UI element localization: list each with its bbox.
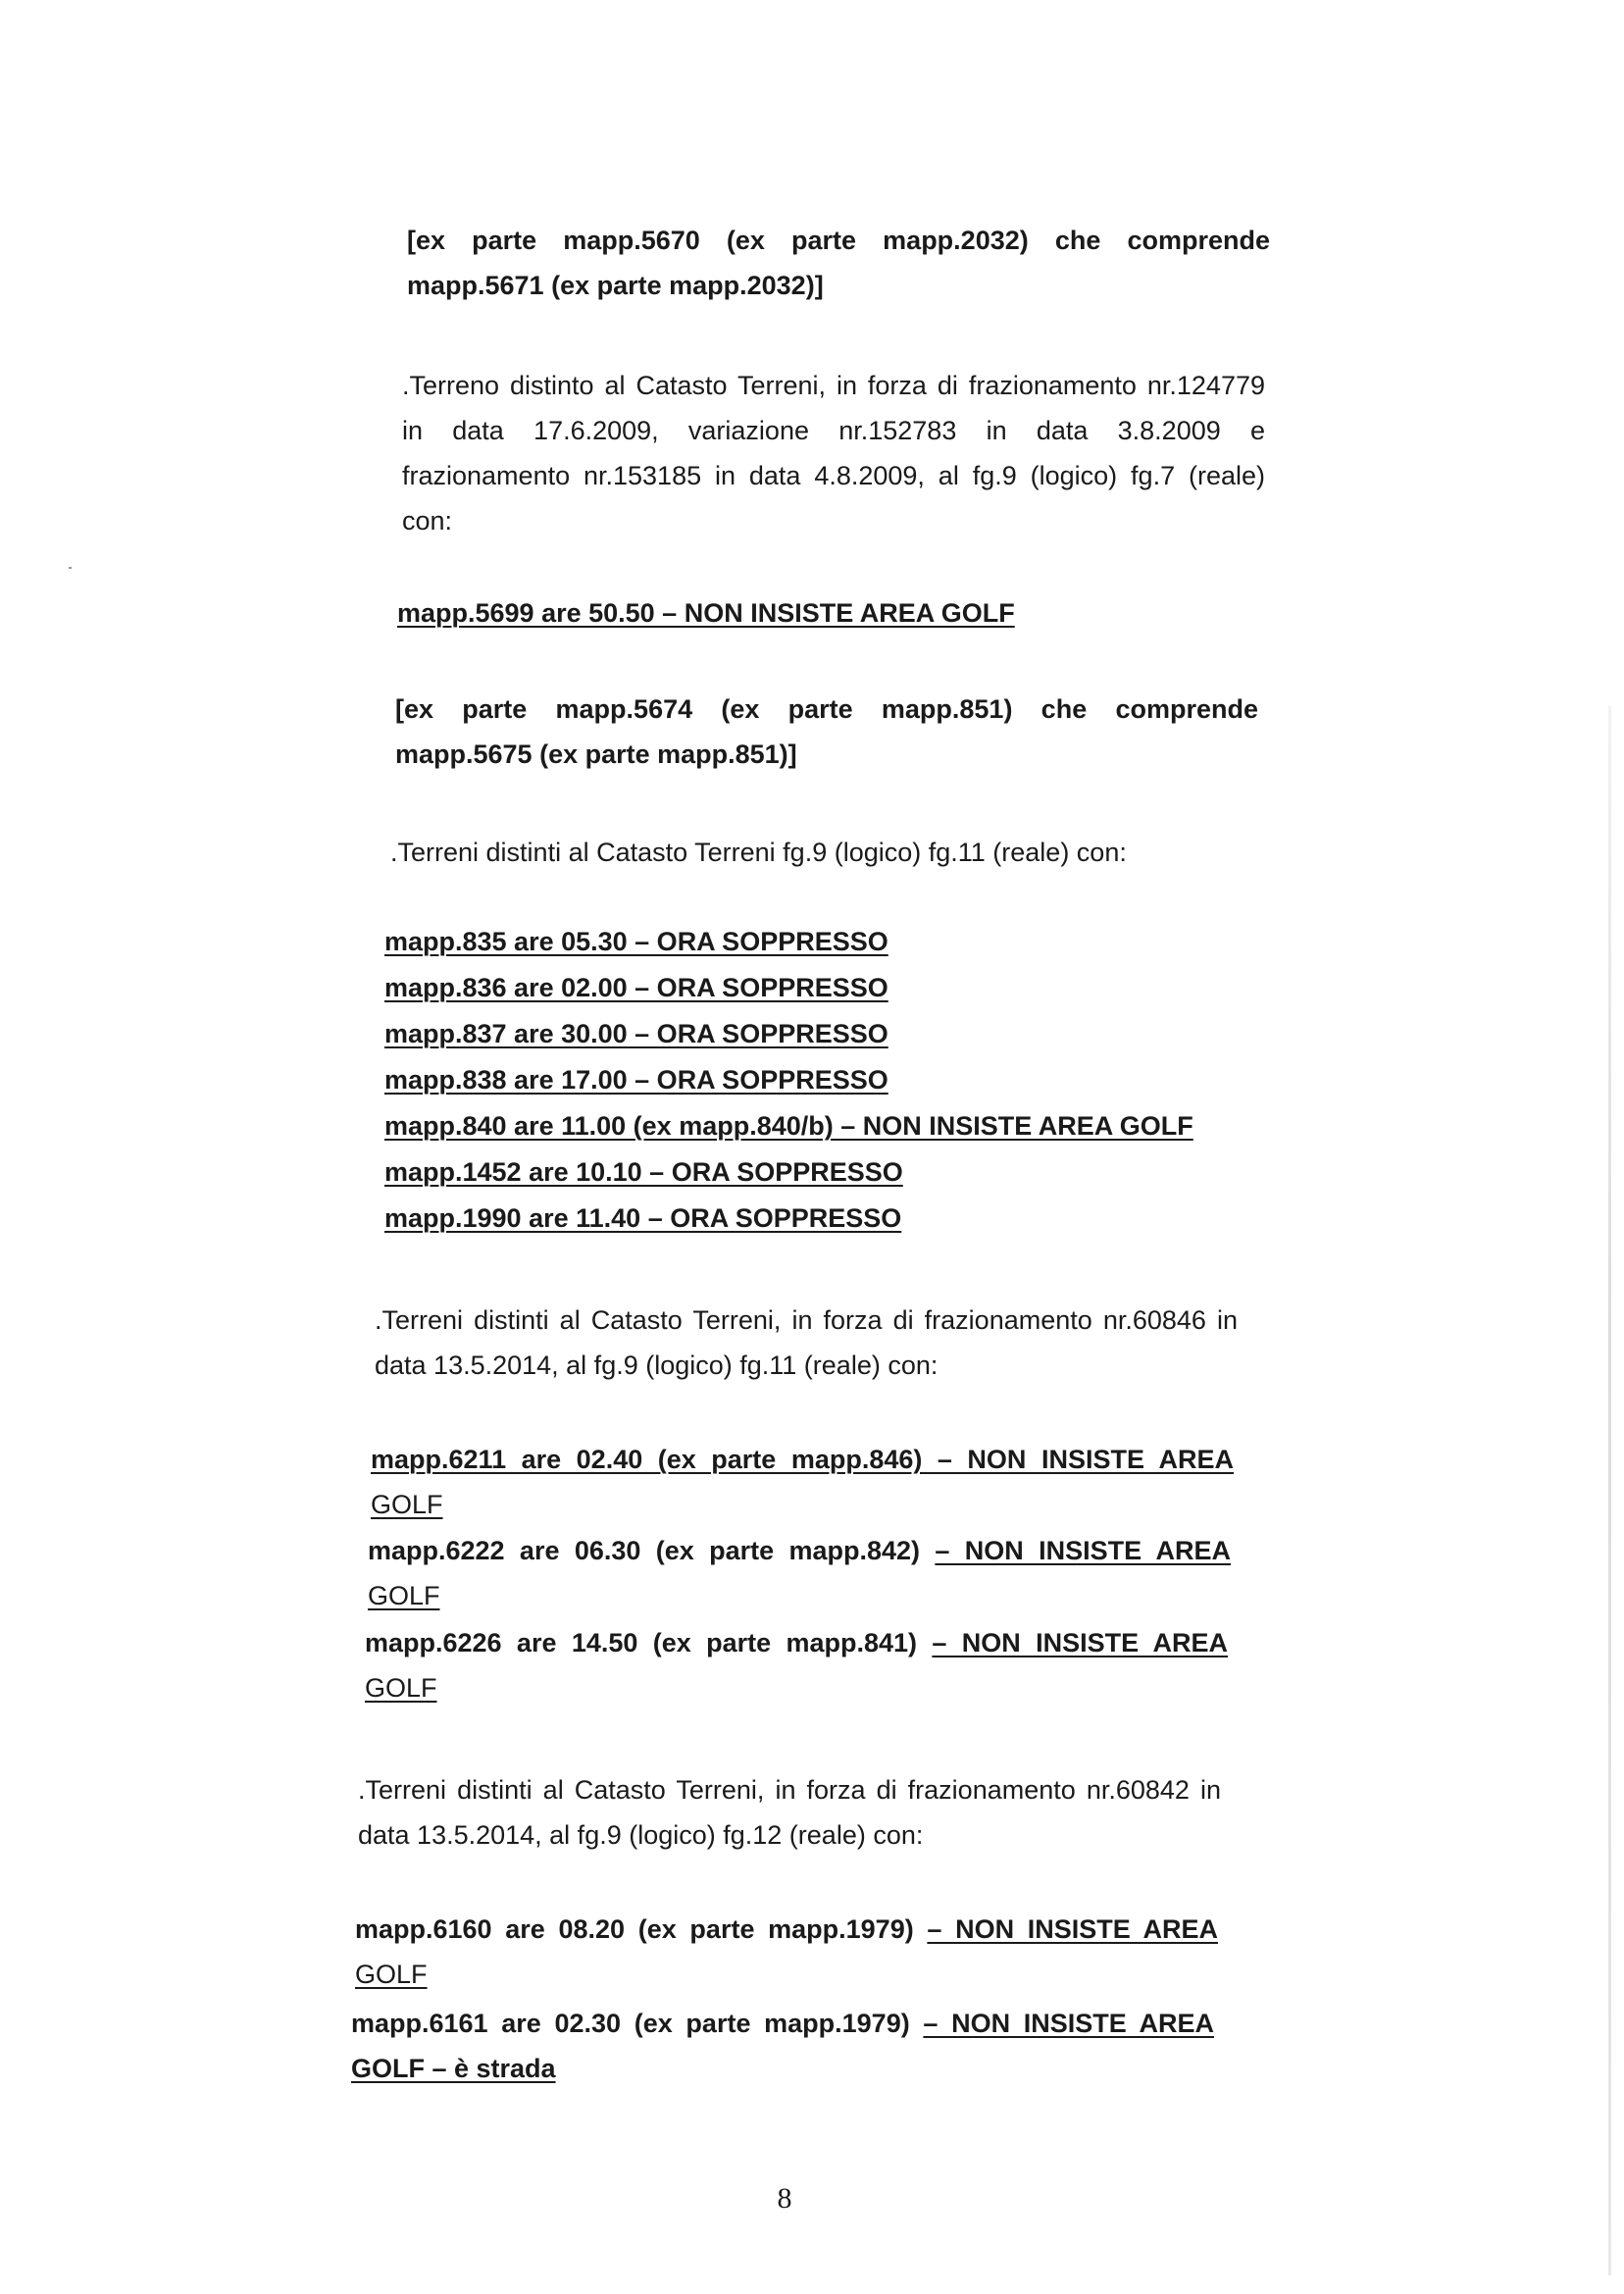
scan-speck xyxy=(69,567,72,569)
scan-edge-shadow xyxy=(1608,706,1611,2275)
entry-6226 xyxy=(365,1620,1247,1710)
entry-6222-main: mapp.6222 are 06.30 (ex parte mapp.842) xyxy=(368,1536,921,1565)
paragraph-fg11 xyxy=(390,830,1273,875)
entry-6222-tail: – NON INSISTE AREA xyxy=(935,1536,1231,1565)
entry-6161-tail: – NON INSISTE AREA xyxy=(923,2009,1214,2038)
paragraph-1-line3: frazionamento nr.153185 in data 4.8.2009, al fg.9 (logico) fg.7 (reale) xyxy=(402,461,1265,490)
entry-6222-cont: GOLF xyxy=(368,1581,440,1610)
paragraph-1-line1: .Terreno distinto al Catasto Terreni, in forza di frazionamento nr.124779 xyxy=(402,371,1265,400)
heading-5670-line1: [ex parte mapp.5670 (ex parte mapp.2032) che comprende xyxy=(407,226,1270,255)
heading-block-5674 xyxy=(395,687,1278,777)
paragraph-3-line1: .Terreni distinti al Catasto Terreni, in forza di frazionamento nr.60846 in xyxy=(375,1305,1238,1335)
entry-6161-line xyxy=(351,2001,1214,2046)
entry-6160-cont: GOLF xyxy=(355,1960,428,1989)
entry-6211-main: mapp.6211 are 02.40 (ex parte mapp.846) – NON INSISTE AREA xyxy=(371,1445,1234,1474)
entry-6211-cont: GOLF xyxy=(371,1490,443,1519)
paragraph-4-line2: data 13.5.2014, al fg.9 (logico) fg.12 (reale) con: xyxy=(358,1820,924,1850)
paragraph-frazionamento-60842 xyxy=(358,1767,1241,1858)
entry-6226-main: mapp.6226 are 14.50 (ex parte mapp.841) xyxy=(365,1628,918,1657)
entry-6160-main: mapp.6160 are 08.20 (ex parte mapp.1979) xyxy=(355,1914,914,1944)
entry-6160-line xyxy=(355,1907,1218,1952)
heading-5670-line2: mapp.5671 (ex parte mapp.2032)] xyxy=(407,271,824,300)
entry-6226-line xyxy=(365,1620,1228,1665)
paragraph-frazionamento-124779 xyxy=(402,363,1285,543)
entry-6222 xyxy=(368,1528,1250,1618)
entry-6161-main: mapp.6161 are 02.30 (ex parte mapp.1979) xyxy=(351,2009,910,2038)
entry-6226-cont: GOLF xyxy=(365,1673,437,1703)
entry-6226-tail: – NON INSISTE AREA xyxy=(932,1628,1228,1657)
mapp-list-60846 xyxy=(371,1437,1253,1527)
page-number: 8 xyxy=(777,2182,792,2215)
entry-6160-tail: – NON INSISTE AREA xyxy=(927,1914,1218,1944)
entry-6222-line xyxy=(368,1528,1231,1573)
paragraph-frazionamento-60846 xyxy=(375,1298,1257,1388)
entry-5699-text: mapp.5699 are 50.50 – NON INSISTE AREA GOLF xyxy=(397,598,1015,628)
mapp-list-fg11 xyxy=(384,919,1267,1242)
list-item: mapp.840 are 11.00 (ex mapp.840/b) – NON INSISTE AREA GOLF xyxy=(384,1111,1193,1141)
heading-5674-line2: mapp.5675 (ex parte mapp.851)] xyxy=(395,739,797,769)
list-item: mapp.1990 are 11.40 – ORA SOPPRESSO xyxy=(384,1203,902,1233)
paragraph-2-line1: .Terreni distinti al Catasto Terreni fg.9 (logico) fg.11 (reale) con: xyxy=(390,838,1127,867)
paragraph-4-line1: .Terreni distinti al Catasto Terreni, in forza di frazionamento nr.60842 in xyxy=(358,1775,1221,1805)
heading-5674-line1: [ex parte mapp.5674 (ex parte mapp.851) che comprende xyxy=(395,694,1258,724)
entry-6160 xyxy=(355,1907,1238,1997)
paragraph-1-line4: con: xyxy=(402,506,453,535)
list-item: mapp.836 are 02.00 – ORA SOPPRESSO xyxy=(384,973,888,1002)
paragraph-3-line2: data 13.5.2014, al fg.9 (logico) fg.11 (reale) con: xyxy=(375,1351,939,1380)
list-item: mapp.837 are 30.00 – ORA SOPPRESSO xyxy=(384,1019,888,1048)
entry-6161-cont: GOLF – è strada xyxy=(351,2054,556,2083)
list-item: mapp.1452 are 10.10 – ORA SOPPRESSO xyxy=(384,1157,903,1187)
paragraph-1-line2: in data 17.6.2009, variazione nr.152783 in data 3.8.2009 e xyxy=(402,416,1265,445)
entry-6161 xyxy=(351,2001,1234,2091)
entry-5699 xyxy=(397,590,1280,636)
list-item: mapp.838 are 17.00 – ORA SOPPRESSO xyxy=(384,1065,888,1095)
heading-block-5670 xyxy=(407,218,1290,308)
list-item: mapp.835 are 05.30 – ORA SOPPRESSO xyxy=(384,927,888,956)
